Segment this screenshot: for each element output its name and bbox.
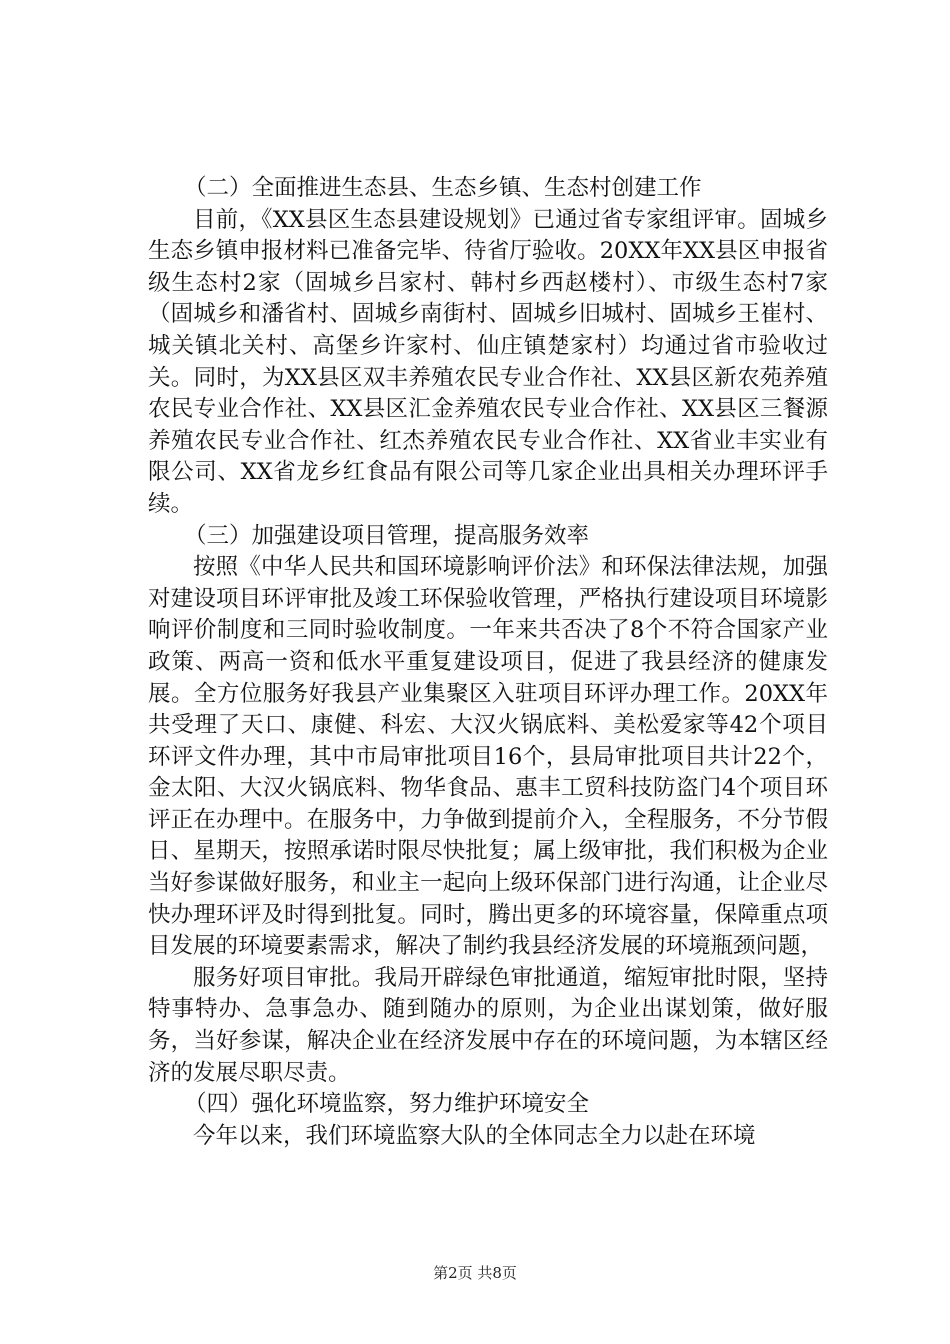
page-number-label: 第2页 共8页 (433, 1264, 517, 1282)
section-heading-3: （三）加强建设项目管理，提高服务效率 (184, 522, 590, 549)
paragraph-project-management: 按照《中华人民共和国环境影响评价法》和环保法律法规，加强对建设项目环评审批及竣工环保验收管理，严格执行建设项目环境影响评价制度和三同时验收制度。一年来共否决了8个不符合国家产业政策、两高一资和低水平重复建设项目，促进了我县经济的健康发展。全方位服务好我县产业集聚区入驻项目环评办理工作。20XX年共受理了天口、康健、科宏、大汉火锅底料、美松爱家等42个项目环评文件办理，其中市局审批项目16个，县局审批项目共计22个，金太阳、大汉火锅底料、物华食品、惠丰工贸科技防盗门4个项目环评正在办理中。在服务中，力争做到提前介入，全程服务，不分节假日、星期天，按照承诺时限尽快批复；属上级审批，我们积极为企业当好参谋做好服务，和业主一起向上级环保部门进行沟通，让企业尽快办理环评及时得到批复。同时，腾出更多的环境容量，保障重点项目发展的环境要素需求，解决了制约我县经济发展的环境瓶颈问题， (148, 554, 828, 960)
page-footer (0, 1263, 950, 1283)
paragraph-environment-supervision: 今年以来，我们环境监察大队的全体同志全力以赴在环境 (193, 1122, 756, 1149)
section-heading-4: （四）强化环境监察，努力维护环境安全 (184, 1091, 590, 1118)
paragraph-project-approval: 服务好项目审批。我局开辟绿色审批通道，缩短审批时限，坚持特事特办、急事急办、随到随办的原则，为企业出谋划策，做好服务，当好参谋，解决企业在经济发展中存在的环境问题，为本辖区经济的发展尽职尽责。 (148, 964, 828, 1086)
paragraph-ecology-creation: 目前，《XX县区生态县建设规划》已通过省专家组评审。固城乡生态乡镇申报材料已准备完毕、待省厅验收。20XX年XX县区申报省级生态村2家（固城乡吕家村、韩村乡西赵楼村）、市级生态村7家（固城乡和潘省村、固城乡南街村、固城乡旧城村、固城乡王崔村、城关镇北关村、高堡乡许家村、仙庄镇楚家村）均通过省市验收过关。同时，为XX县区双丰养殖农民专业合作社、XX县区新农苑养殖农民专业合作社、XX县区汇金养殖农民专业合作社、XX县区三餐源养殖农民专业合作社、红杰养殖农民专业合作社、XX省业丰实业有限公司、XX省龙乡红食品有限公司等几家企业出具相关办理环评手续。 (148, 206, 828, 517)
document-body (148, 173, 828, 1152)
section-heading-2: （二）全面推进生态县、生态乡镇、生态村创建工作 (184, 175, 702, 201)
